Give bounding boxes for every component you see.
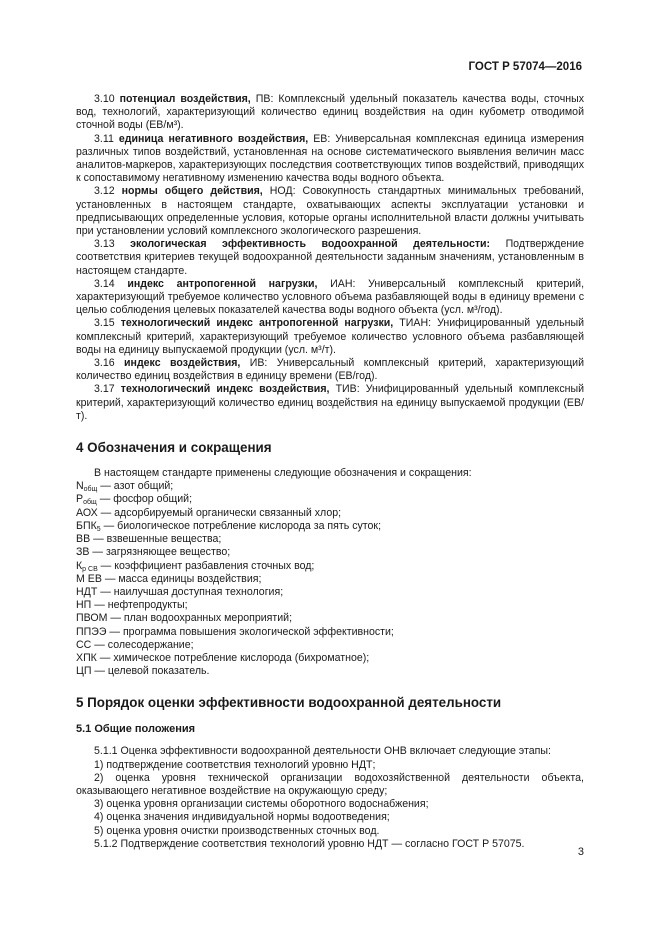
term-name: технологический индекс антропогенной нагрузки, (120, 317, 394, 330)
abbreviation-item (76, 546, 584, 559)
page-number: 3 (577, 846, 584, 858)
steps-list (76, 759, 584, 838)
abbreviation-definition: — план водоохранных мероприятий; (107, 612, 293, 625)
abbreviation-item (76, 573, 584, 586)
term-text: ПВ: Комплексный удельный показатель качества воды, сточных вод, технологий, характеризующий количество единиц воздействия на один кубометр отводимой сточной воды (ЕВ/м³). (76, 93, 584, 132)
page-content (76, 93, 584, 851)
abbreviation-item (76, 586, 584, 599)
abbreviation-list (76, 480, 584, 678)
abbreviation-symbol: ВВ (76, 533, 91, 546)
step-item: 4) оценка значения индивидуальной нормы водоотведения; (94, 811, 390, 824)
term-number: 3.15 (94, 317, 115, 330)
abbreviation-symbol: ПВОМ (76, 612, 108, 625)
term-number: 3.11 (94, 132, 114, 145)
abbreviation-subscript: общ (83, 499, 97, 507)
abbreviation-symbol: НДТ (76, 585, 98, 598)
term-number: 3.10 (94, 93, 115, 105)
term-number: 3.14 (94, 277, 115, 290)
term-definition (76, 383, 584, 423)
abbreviation-definition: — химическое потребление кислорода (бихроматное); (96, 651, 370, 664)
section-4-heading: 4 Обозначения и сокращения (76, 440, 272, 456)
abbreviation-symbol: ХПК (76, 651, 97, 664)
term-name: индекс воздействия, (124, 357, 241, 370)
clause-5-1-1: 5.1.1 Оценка эффективности водоохранной деятельности ОНВ включает следующие этапы: (94, 745, 551, 758)
abbreviation-definition: — коэффициент разбавления сточных вод; (97, 559, 315, 572)
abbreviation-item (76, 599, 584, 612)
abbreviation-item (76, 639, 584, 652)
abbreviation-symbol: N (76, 480, 84, 493)
abbreviation-symbol: К (76, 559, 83, 572)
section-5-heading: 5 Порядок оценки эффективности водоохранной деятельности (76, 695, 502, 711)
term-definition (76, 278, 584, 318)
abbreviation-item (76, 507, 584, 520)
term-text: ТИВ: Унифицированный удельный комплексный критерий, характеризующий количество единиц воздействия на единицу выпускаемой продукции (ЕВ/т). (76, 383, 584, 422)
abbreviation-definition: — солесодержание; (91, 638, 194, 651)
terms-list (76, 93, 584, 423)
abbreviation-item (76, 560, 584, 573)
term-name: индекс антропогенной нагрузки, (127, 277, 318, 290)
step-item: 3) оценка уровня организации системы оборотного водоснабжения; (94, 798, 429, 811)
abbreviation-definition: — фосфор общий; (96, 493, 193, 506)
term-name: единица негативного воздействия, (118, 132, 309, 145)
abbreviation-item (76, 652, 584, 665)
abbreviation-item (76, 520, 584, 533)
step-item: 1) подтверждение соответствия технологий уровню НДТ; (94, 758, 376, 771)
abbreviation-item (76, 665, 584, 678)
abbreviation-item (76, 480, 584, 493)
term-name: технологический индекс воздействия, (120, 383, 330, 396)
term-definition (76, 357, 584, 383)
term-number: 3.13 (94, 238, 115, 251)
abbreviation-definition: — взвешенные вещества; (90, 533, 222, 546)
abbreviation-definition: — целевой показатель. (91, 665, 210, 678)
term-definition (76, 93, 584, 133)
term-definition (76, 317, 584, 357)
abbreviation-subscript: р СВ (82, 565, 98, 573)
abbreviation-definition: — биологическое потребление кислорода за пять суток; (100, 519, 382, 532)
abbreviation-item (76, 626, 584, 639)
term-definition (76, 185, 584, 238)
abbreviation-symbol: ППЭЭ (76, 625, 107, 638)
abbreviation-item (76, 533, 584, 546)
abbreviation-definition: — адсорбируемый органически связанный хлор; (97, 506, 342, 519)
abbreviation-subscript: 5 (96, 525, 101, 533)
abbreviation-item (76, 612, 584, 625)
term-name: потенциал воздействия, (119, 93, 251, 105)
abbreviation-definition: — программа повышения экологической эффективности; (106, 625, 394, 638)
term-text: ИВ: Универсальный комплексный критерий, характеризующий количество единиц воздействия в единицу времени (ЕВ/год). (76, 357, 584, 383)
abbreviation-definition: — азот общий; (97, 480, 174, 493)
section-5-1-heading: 5.1 Общие положения (76, 723, 196, 736)
term-number: 3.16 (94, 357, 115, 370)
term-text: ТИАН: Унифицированный удельный комплексный критерий, характеризующий требуемое количество условного объема разбавляющей воды на единицу выпускаемой продукции (усл. м³/т). (76, 317, 584, 356)
term-number: 3.17 (94, 383, 115, 396)
term-definition (76, 133, 584, 186)
abbreviation-symbol: НП (76, 599, 92, 612)
term-definition (76, 238, 584, 278)
abbreviation-item (76, 493, 584, 506)
abbreviation-definition: — наилучшая доступная технология; (97, 585, 284, 598)
term-name: экологическая эффективность водоохранной деятельности: (130, 238, 491, 251)
term-name: нормы общего действия, (121, 185, 263, 198)
section-4-intro: В настоящем стандарте применены следующие обозначения и сокращения: (94, 467, 472, 480)
abbreviation-symbol: ЦП (76, 665, 92, 678)
abbreviation-symbol: БПК (76, 519, 97, 532)
abbreviation-symbol: АОХ (76, 506, 98, 519)
abbreviation-definition: — нефтепродукты; (91, 599, 188, 612)
clause-5-1-2: 5.1.2 Подтверждение соответствия технологий уровню НДТ — согласно ГОСТ Р 57075. (94, 837, 525, 850)
abbreviation-symbol: СС (76, 638, 92, 651)
abbreviation-definition: — масса единицы воздействия; (101, 572, 262, 585)
step-item: 5) оценка уровня очистки производственных сточных вод. (94, 824, 380, 837)
abbreviation-symbol: ЗВ (76, 546, 90, 559)
step-item: 2) оценка уровня технической организации водохозяйственной деятельности объекта, оказывающего негативное воздействие на окружающую среду; (76, 771, 584, 797)
term-text: ЕВ: Универсальная комплексная единица измерения различных типов воздействий, установленная на основе систематического выявления величин масс аналитов-маркеров, характеризующих последствия соответствующих типов воздействий, приводящих к сопоставимому негативному изменению качества воды водного объекта. (76, 132, 584, 185)
abbreviation-symbol: P (76, 493, 84, 506)
abbreviation-subscript: общ (83, 486, 98, 494)
document-id-header: ГОСТ Р 57074—2016 (468, 61, 582, 73)
term-text: Подтверждение соответствия критериев текущей водоохранной деятельности заданным значениям, установленным в настоящем стандарте. (76, 238, 584, 277)
term-number: 3.12 (94, 185, 115, 198)
term-text: НОД: Совокупность стандартных минимальных требований, установленных в настоящем стандарте, охватывающих аспекты эксплуатации установки и предписывающих определенные условия, которые органы исполнительной власти должны учитывать при установлении условий комплексного экологического разрешения. (76, 185, 584, 238)
abbreviation-symbol: М ЕВ (76, 572, 102, 585)
term-text: ИАН: Универсальный комплексный критерий, характеризующий требуемое количество условного объема разбавляющей воды в единицу времени с целью соблюдения целевых показателей качества воды водного объекта (усл. м³/год). (76, 277, 585, 317)
abbreviation-definition: — загрязняющее вещество; (89, 546, 231, 559)
